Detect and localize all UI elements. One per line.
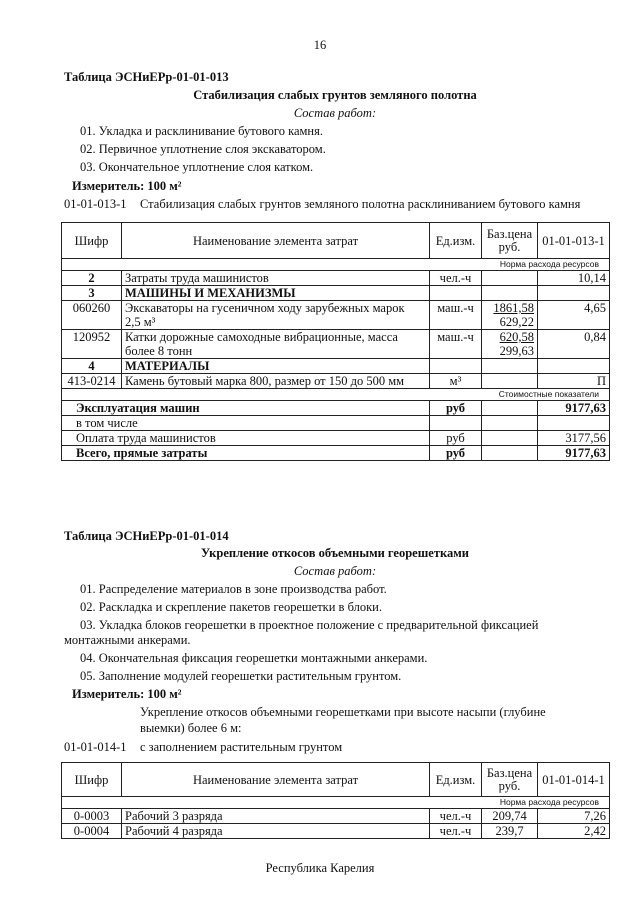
footer-region: Республика Карелия	[265, 861, 375, 875]
cost-row-name: Эксплуатация машин	[62, 401, 430, 416]
header-code: Шифр	[62, 763, 122, 797]
table1-works-heading: Состав работ:	[293, 106, 377, 120]
row-code: 4	[62, 359, 122, 374]
table2-measure: Измеритель: 100 м²	[72, 687, 182, 701]
header-item: 01-01-013-1	[538, 223, 610, 259]
header-name: Наименование элемента затрат	[122, 223, 430, 259]
row-value: 10,14	[538, 271, 610, 286]
row-unit: чел.-ч	[430, 271, 482, 286]
row-name-line2: более 8 тонн	[125, 344, 193, 358]
header-price: Баз.цена руб.	[482, 223, 538, 259]
row-price-line2: 299,63	[499, 344, 534, 358]
cost-row-name: Оплата труда машинистов	[62, 431, 430, 446]
table2-works-heading: Состав работ:	[293, 564, 377, 578]
row-code: 0-0003	[62, 809, 122, 824]
table1-work-3: 03. Окончательное уплотнение слоя катком.	[80, 160, 314, 174]
cost-row-unit	[430, 416, 482, 431]
row-price: 209,74	[482, 809, 538, 824]
row-value	[538, 286, 610, 301]
row-value: 2,42	[538, 824, 610, 839]
header-unit: Ед.изм.	[430, 223, 482, 259]
norm-label: Норма расхода ресурсов	[62, 259, 610, 271]
row-name-line2: 2,5 м³	[125, 315, 156, 329]
row-name	[122, 301, 430, 330]
table1-work-2: 02. Первичное уплотнение слоя экскаватором.	[80, 142, 326, 156]
cost-row-value: 9177,63	[538, 401, 610, 416]
table2-work-3: 03. Укладка блоков георешетки в проектное положение с предварительной фиксацией	[80, 618, 539, 632]
row-value	[538, 359, 610, 374]
row-price-line1: 1861,58	[493, 301, 534, 315]
cost-row-name: Всего, прямые затраты	[62, 446, 430, 461]
cost-row-unit: руб	[430, 431, 482, 446]
header-price: Баз.цена руб.	[482, 763, 538, 797]
row-code: 3	[62, 286, 122, 301]
table1-code: Таблица ЭСНиЕРр-01-01-013	[64, 70, 229, 84]
cost-row-value	[538, 416, 610, 431]
row-unit	[430, 286, 482, 301]
row-name-line1: Катки дорожные самоходные вибрационные, масса	[125, 330, 398, 344]
table1-item-code: 01-01-013-1	[64, 197, 127, 211]
cost-row-unit: руб	[430, 446, 482, 461]
table2-work-2: 02. Раскладка и скрепление пакетов георешетки в блоки.	[80, 600, 382, 614]
table1-measure: Измеритель: 100 м²	[72, 179, 182, 193]
row-code: 060260	[62, 301, 122, 330]
row-name	[122, 330, 430, 359]
row-name: МАТЕРИАЛЫ	[122, 359, 430, 374]
row-value: 0,84	[538, 330, 610, 359]
norm-label: Норма расхода ресурсов	[62, 797, 610, 809]
row-price	[482, 301, 538, 330]
row-price	[482, 330, 538, 359]
table2-work-4: 04. Окончательная фиксация георешетки монтажными анкерами.	[80, 651, 428, 665]
row-unit: маш.-ч	[430, 301, 482, 330]
table1-item-name: Стабилизация слабых грунтов земляного полотна расклиниванием бутового камня	[140, 197, 581, 211]
row-price	[482, 359, 538, 374]
row-unit: чел.-ч	[430, 809, 482, 824]
row-code: 413-0214	[62, 374, 122, 389]
table2-item-code: 01-01-014-1	[64, 740, 127, 754]
cost-row-price	[482, 416, 538, 431]
cost-row-name: в том числе	[62, 416, 430, 431]
row-value: П	[538, 374, 610, 389]
row-price	[482, 271, 538, 286]
cost-row-value: 3177,56	[538, 431, 610, 446]
table2-description-2: выемки) более 6 м:	[140, 721, 242, 735]
table1-work-1: 01. Укладка и расклинивание бутового камня.	[80, 124, 323, 138]
row-name: Камень бутовый марка 800, размер от 150 до 500 мм	[122, 374, 430, 389]
row-value: 7,26	[538, 809, 610, 824]
cost-row-value: 9177,63	[538, 446, 610, 461]
header-item: 01-01-014-1	[538, 763, 610, 797]
row-name: Рабочий 4 разряда	[122, 824, 430, 839]
row-unit: чел.-ч	[430, 824, 482, 839]
table2-item-name: с заполнением растительным грунтом	[140, 740, 343, 754]
row-price	[482, 374, 538, 389]
row-price: 239,7	[482, 824, 538, 839]
table2-title: Укрепление откосов объемными георешетками	[201, 546, 469, 560]
table2-description-1: Укрепление откосов объемными георешетками при высоте насыпи (глубине	[140, 705, 546, 719]
row-price	[482, 286, 538, 301]
cost-label: Стоимостные показатели	[62, 389, 610, 401]
table1-resources	[61, 222, 610, 461]
row-value: 4,65	[538, 301, 610, 330]
row-price-line1: 620,58	[499, 330, 534, 344]
cost-row-price	[482, 446, 538, 461]
cost-row-price	[482, 431, 538, 446]
table2-work-5: 05. Заполнение модулей георешетки растительным грунтом.	[80, 669, 402, 683]
row-code: 0-0004	[62, 824, 122, 839]
table1-title: Стабилизация слабых грунтов земляного полотна	[193, 88, 477, 102]
row-unit: маш.-ч	[430, 330, 482, 359]
cost-row-unit: руб	[430, 401, 482, 416]
row-unit	[430, 359, 482, 374]
header-code: Шифр	[62, 223, 122, 259]
header-name: Наименование элемента затрат	[122, 763, 430, 797]
table2-work-1: 01. Распределение материалов в зоне производства работ.	[80, 582, 387, 596]
table2-work-3-cont: монтажными анкерами.	[64, 633, 191, 647]
header-unit: Ед.изм.	[430, 763, 482, 797]
table2-code: Таблица ЭСНиЕРр-01-01-014	[64, 529, 229, 543]
row-unit: м³	[430, 374, 482, 389]
table2-resources	[61, 762, 610, 839]
row-name: Рабочий 3 разряда	[122, 809, 430, 824]
row-name: МАШИНЫ И МЕХАНИЗМЫ	[122, 286, 430, 301]
row-name: Затраты труда машинистов	[122, 271, 430, 286]
page-number: 16	[313, 38, 327, 52]
row-code: 120952	[62, 330, 122, 359]
row-name-line1: Экскаваторы на гусеничном ходу зарубежных марок	[125, 301, 405, 315]
row-price-line2: 629,22	[499, 315, 534, 329]
cost-row-price	[482, 401, 538, 416]
row-code: 2	[62, 271, 122, 286]
